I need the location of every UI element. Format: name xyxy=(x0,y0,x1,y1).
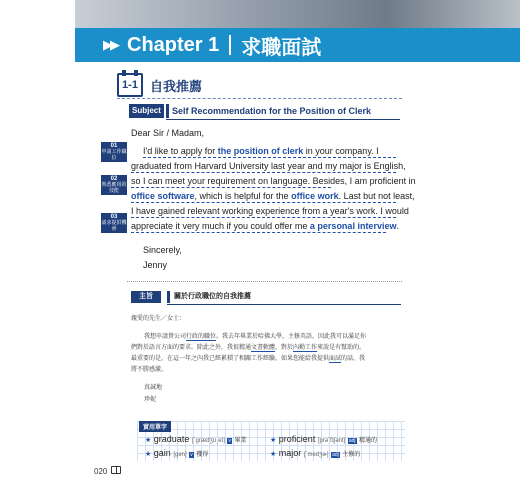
highlight-interview: a personal interview xyxy=(309,221,397,231)
letter-line-3: so I can meet your requirement on language. Besides, I am proficient in xyxy=(131,176,416,186)
underline-5 xyxy=(131,217,396,218)
translation-line-4: 將不勝感激。 xyxy=(131,367,168,373)
translation-signature: 珍妮 xyxy=(144,397,157,403)
vocab-phonetic: [ˋmedʒɚ] xyxy=(303,452,329,458)
vocab-word: gain xyxy=(153,448,171,458)
book-icon xyxy=(111,466,121,474)
translation-line-3 xyxy=(131,355,365,363)
vocab-pos: adj xyxy=(348,438,356,444)
text: 我想申請貴公司 xyxy=(144,334,187,340)
section-separator xyxy=(127,281,402,282)
text: . xyxy=(396,221,399,231)
note-number: 02 xyxy=(110,176,118,182)
vocab-pos: adj xyxy=(332,452,339,458)
banner-title-bar xyxy=(75,28,520,62)
letter-closing: Sincerely, xyxy=(143,245,182,255)
highlight-office-software: office software xyxy=(131,191,195,201)
side-note-1 xyxy=(101,142,127,162)
text: ，對於 xyxy=(275,345,294,351)
side-note-2 xyxy=(101,175,127,195)
text: 最重要的是，在這一年之內我已經累積了相關工作經驗。如果您能給我提供 xyxy=(131,356,330,362)
note-text: 申請工作職位 xyxy=(101,149,127,161)
star-icon: ★ xyxy=(145,437,152,444)
translation-line-1 xyxy=(144,333,366,341)
chapter-banner xyxy=(75,0,520,62)
section-divider xyxy=(117,98,402,99)
page-number: 020 xyxy=(94,467,108,476)
underline-2 xyxy=(131,172,396,173)
letter-signature: Jenny xyxy=(143,260,168,270)
highlight-position: 行政的職位 xyxy=(186,334,217,340)
vocab-meaning: 精通的 xyxy=(359,438,378,444)
star-icon: ★ xyxy=(270,451,277,458)
highlight-office-work: office work xyxy=(291,191,339,201)
highlight-office-software: 文書軟體 xyxy=(251,345,276,351)
subject-tag: Subject xyxy=(129,104,164,118)
note-number: 03 xyxy=(110,214,118,220)
vocab-meaning: 獲得 xyxy=(196,452,209,458)
text: 們對於語言方面的要求。除此之外，我很精通 xyxy=(131,345,252,351)
banner-divider xyxy=(229,35,231,55)
underline-1 xyxy=(143,157,396,158)
subject-underline xyxy=(166,119,400,120)
text: in your company. I xyxy=(303,146,379,156)
vocab-pos: v xyxy=(228,438,231,444)
chapter-label: Chapter 1 xyxy=(127,33,220,56)
highlight-position: the position of clerk xyxy=(217,146,304,156)
subject-text: Self Recommendation for the Position of Clerk xyxy=(166,104,371,118)
vocab-word: major xyxy=(278,448,302,458)
section-title: 自我推薦 xyxy=(150,79,203,94)
translation-underline xyxy=(167,304,401,305)
text: 來說是有幫助的。 xyxy=(317,345,366,351)
text: 。我去年畢業於哈佛大學，主修英語，因此我可以滿足你 xyxy=(216,334,367,340)
vocab-word: graduate xyxy=(153,434,190,444)
note-number: 01 xyxy=(110,143,118,149)
vocab-meaning: 畢業 xyxy=(234,438,247,444)
side-note-3 xyxy=(101,213,127,233)
star-icon: ★ xyxy=(145,451,152,458)
translation-tag: 主旨 xyxy=(131,291,161,303)
letter-line-6 xyxy=(131,220,399,232)
star-icon: ★ xyxy=(270,437,277,444)
vocab-item xyxy=(145,448,208,458)
translation-title: 關於行政職位的自我推薦 xyxy=(167,291,251,303)
vocab-pos: v xyxy=(190,452,193,458)
double-arrow-icon: ▶▶ xyxy=(103,37,117,52)
calendar-icon xyxy=(117,73,143,97)
banner-photo xyxy=(75,0,520,30)
highlight-interview: 面試 xyxy=(329,356,342,362)
vocab-word: proficient xyxy=(278,434,316,444)
vocab-phonetic: [ˋgrædʒʊ͵et] xyxy=(191,438,225,444)
text: . Last but not least, xyxy=(338,191,415,201)
highlight-office-work: 內勤工作 xyxy=(293,345,318,351)
note-text: 熟悉應用的技能 xyxy=(101,182,127,194)
vocab-item xyxy=(145,434,246,444)
letter-line-2: graduated from Harvard University last year and my major is English, xyxy=(131,161,406,171)
translation-greeting: 親愛的先生／女士： xyxy=(131,316,186,322)
text: I'd like to apply for xyxy=(143,146,218,156)
text: appreciate it very much if you could offer me xyxy=(131,221,310,231)
chapter-title: 求職面試 xyxy=(241,36,322,59)
vocab-item xyxy=(270,434,377,444)
vocab-item xyxy=(270,448,360,458)
underline-6 xyxy=(131,232,386,233)
vocab-meaning: 主修的 xyxy=(342,452,361,458)
section-number: 1-1 xyxy=(122,79,138,91)
letter-line-1 xyxy=(143,145,379,157)
note-text: 請求提供機會 xyxy=(101,220,127,232)
vocab-phonetic: [gen] xyxy=(173,452,187,458)
vocab-phonetic: [prəˋfɪʃənt] xyxy=(317,438,346,444)
text: , which is helpful for the xyxy=(194,191,292,201)
letter-line-4 xyxy=(131,190,415,202)
underline-3 xyxy=(131,187,331,188)
letter-line-5: I have gained relevant working experience from a year's work. I would xyxy=(131,206,409,216)
text: 的話，我 xyxy=(341,356,366,362)
translation-closing: 真誠地 xyxy=(144,385,163,391)
translation-line-2 xyxy=(131,344,365,352)
vocab-tag: 實用單字 xyxy=(139,421,171,432)
letter-greeting: Dear Sir / Madam, xyxy=(131,128,205,138)
underline-4 xyxy=(131,202,396,203)
